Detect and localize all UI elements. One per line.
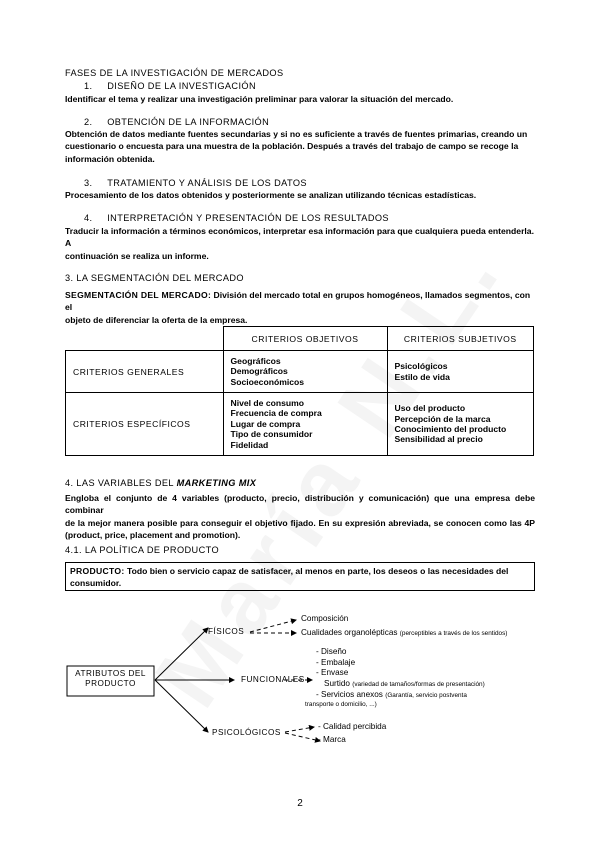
- step-text: Identificar el tema y realizar una investigación preliminar para valorar la situación del mercado.: [65, 94, 454, 104]
- node-funcionales: FUNCIONALES: [241, 675, 305, 684]
- arrow-composicion: [250, 620, 296, 632]
- criteria-table: [65, 326, 534, 456]
- arrow-marca: [285, 733, 320, 741]
- page-number: 2: [297, 798, 303, 809]
- arrow-to-psicologicos: [155, 680, 208, 732]
- step-heading: 2. OBTENCIÓN DE LA INFORMACIÓN: [84, 117, 270, 127]
- producto-definition-box: PRODUCTO: Todo bien o servicio capaz de satisfacer, al menos en parte, los deseos o las necesidades del consumidor.: [65, 562, 535, 591]
- step-text: Obtención de datos mediante fuentes secundarias y si no es suficiente a través de fuentes primarias, creando un cuestionario o encuesta para una muestra de la población. Después a través del trabajo de campo se recoge la información obtenida.: [65, 129, 528, 164]
- item-surtido: Surtido (variedad de tamaños/formas de presentación): [324, 679, 485, 688]
- section-title-segmentacion: 3. LA SEGMENTACIÓN DEL MERCADO: [65, 273, 244, 283]
- step-text: Traducir la información a términos económicos, interpretar esa información para que cualquiera pueda entenderla. A continuación se realiza un informe.: [65, 226, 534, 261]
- arrow-calidad: [285, 727, 314, 732]
- section-title-variables: 4. LAS VARIABLES DEL MARKETING MIX: [65, 478, 257, 488]
- item-composicion: Composición: [301, 614, 349, 623]
- cell-especificos-objetivos: Nivel de consumo Frecuencia de compra Lugar de compra Tipo de consumidor Fidelidad: [223, 393, 387, 456]
- header-subjetivos: CRITERIOS SUBJETIVOS: [387, 327, 534, 351]
- step-heading: 4. INTERPRETACIÓN Y PRESENTACIÓN DE LOS RESULTADOS: [84, 213, 389, 223]
- node-psicologicos: PSICOLÓGICOS: [212, 728, 281, 737]
- node-fisicos: FÍSICOS: [208, 627, 245, 636]
- step-text: Procesamiento de los datos obtenidos y posteriormente se analizan utilizando técnicas estadísticas.: [65, 190, 477, 200]
- root-label: ATRIBUTOS DEL PRODUCTO: [75, 669, 146, 688]
- header-objetivos: CRITERIOS OBJETIVOS: [223, 327, 387, 351]
- cell-especificos-subjetivos: Uso del producto Percepción de la marca Conocimiento del producto Sensibilidad al precio: [387, 393, 534, 456]
- section-title-producto: 4.1. LA POLÍTICA DE PRODUCTO: [65, 545, 219, 555]
- step-heading: 3. TRATAMIENTO Y ANÁLISIS DE LOS DATOS: [84, 178, 307, 188]
- cell-generales-objetivos: Geográficos Demográficos Socioeconómicos: [223, 351, 387, 393]
- row-label-especificos: CRITERIOS ESPECÍFICOS: [66, 393, 224, 456]
- cell-generales-subjetivos: Psicológicos Estilo de vida: [387, 351, 534, 393]
- funcionales-items: - Diseño - Embalaje - Envase: [316, 647, 356, 677]
- arrow-to-fisicos: [155, 628, 208, 680]
- item-cualidades: Cualidades organolépticas (perceptibles a través de los sentidos): [301, 628, 508, 637]
- step-heading: 1. DISEÑO DE LA INVESTIGACIÓN: [84, 81, 256, 91]
- segmentacion-definition: SEGMENTACIÓN DEL MERCADO: División del mercado total en grupos homogéneos, llamados segmentos, con el objeto de diferenciar la oferta de la empresa.: [65, 290, 531, 325]
- row-label-generales: CRITERIOS GENERALES: [66, 351, 224, 393]
- variables-text: Engloba el conjunto de 4 variables (producto, precio, distribución y comunicación) que una empresa debe combinar de la mejor manera posible para conseguir el objetivo fijado. En su expresión abreviada, se conocen como las 4P (product, price, placement and promotion).: [65, 493, 535, 540]
- section-title-fases: FASES DE LA INVESTIGACIÓN DE MERCADOS: [65, 68, 284, 78]
- item-marca: - Marca: [318, 735, 346, 744]
- item-servicios: - Servicios anexos (Garantía, servicio postventa: [316, 690, 467, 699]
- item-calidad: - Calidad percibida: [318, 722, 387, 731]
- item-servicios-note: transporte o domicilio, ...): [305, 701, 377, 708]
